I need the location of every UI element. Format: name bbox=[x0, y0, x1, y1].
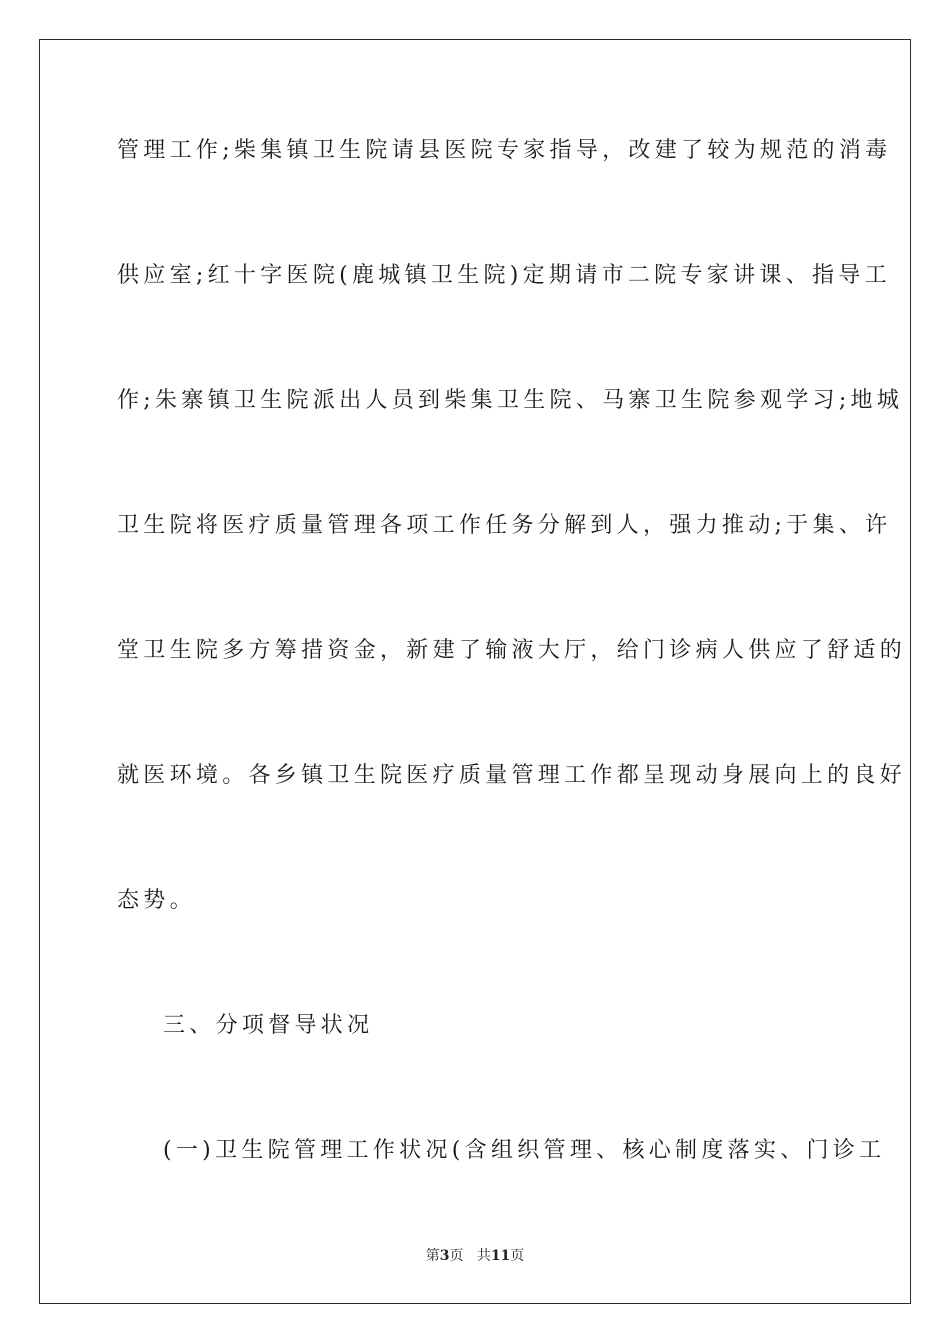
subsection-line: (一)卫生院管理工作状况(含组织管理、核心制度落实、门诊工 bbox=[163, 1138, 886, 1163]
page-border bbox=[39, 39, 911, 1304]
page-suffix: 页 bbox=[449, 1248, 464, 1264]
total-pages: 11 bbox=[490, 1248, 511, 1264]
body-text-line: 管理工作;柴集镇卫生院请县医院专家指导，改建了较为规范的消毒 bbox=[117, 138, 892, 163]
body-text-line: 堂卫生院多方筹措资金，新建了输液大厅，给门诊病人供应了舒适的 bbox=[117, 638, 907, 663]
body-text-line: 就医环境。各乡镇卫生院医疗质量管理工作都呈现动身展向上的良好 bbox=[117, 763, 907, 788]
section-heading: 三、分项督导状况 bbox=[163, 1013, 374, 1038]
body-text-line: 态势。 bbox=[117, 888, 196, 913]
page-number: 3 bbox=[439, 1248, 450, 1264]
body-text-line: 供应室;红十字医院(鹿城镇卫生院)定期请市二院专家讲课、指导工 bbox=[117, 263, 891, 288]
total-prefix: 共 bbox=[476, 1248, 491, 1264]
page-footer bbox=[0, 1247, 950, 1265]
page-prefix: 第 bbox=[425, 1248, 440, 1264]
total-suffix: 页 bbox=[510, 1248, 525, 1264]
body-text-line: 作;朱寨镇卫生院派出人员到柴集卫生院、马寨卫生院参观学习;地城 bbox=[117, 388, 904, 413]
body-text-line: 卫生院将医疗质量管理各项工作任务分解到人，强力推动;于集、许 bbox=[117, 513, 892, 538]
